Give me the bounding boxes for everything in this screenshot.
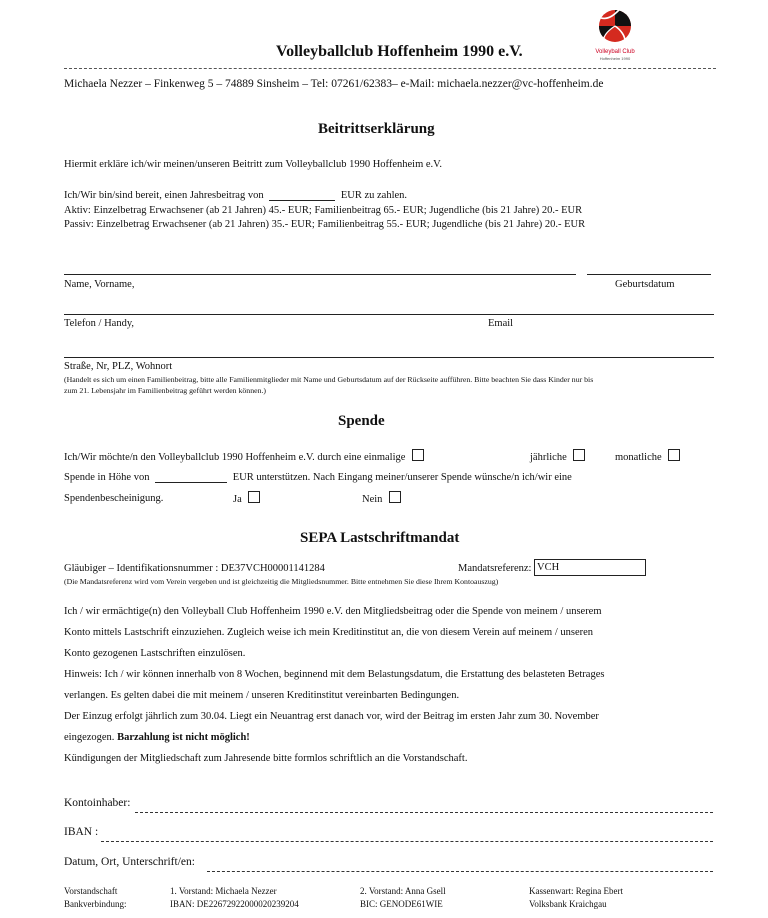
receipt-yes-label: Ja — [233, 494, 242, 505]
fee-suffix: EUR zu zahlen. — [340, 190, 408, 201]
creditor-id: Gläubiger – Identifikationsnummer : DE37VCH00001141284 — [64, 563, 325, 574]
monthly-option — [615, 449, 680, 463]
account-holder-field[interactable] — [135, 812, 713, 813]
receipt-no-option — [362, 491, 401, 505]
sepa-para-3: Konto gezogenen Lastschriften einzulösen. — [64, 648, 246, 659]
footer-c1b: Bankverbindung: — [64, 899, 127, 909]
fee-amount-field[interactable] — [269, 200, 335, 201]
receipt-yes-option — [233, 491, 260, 505]
address-field-line[interactable] — [64, 357, 714, 358]
form-title: Beitrittserklärung — [318, 121, 435, 137]
mandate-note: (Die Mandatsreferenz wird vom Verein vergeben und ist gleichzeitig die Mitgliedsnummer. Bitte entnehmen Sie diese Ihrem Kontoauszug) — [64, 577, 499, 586]
name-field-line[interactable] — [64, 274, 576, 275]
phone-label: Telefon / Handy, — [64, 318, 135, 329]
family-note-2: zum 21. Lebensjahr im Familienbeitrag geführt werden können.) — [64, 386, 267, 395]
fee-prefix: Ich/Wir bin/sind bereit, einen Jahresbeitrag von — [64, 190, 264, 201]
intro-text: Hiermit erkläre ich/wir meinen/unseren Beitritt zum Volleyballclub 1990 Hoffenheim e.V. — [64, 159, 443, 170]
yearly-label: jährliche — [530, 452, 567, 463]
receipt-no-checkbox[interactable] — [389, 491, 401, 503]
iban-label: IBAN : — [64, 826, 99, 838]
email-label: Email — [488, 318, 514, 329]
spende-amount-suffix: EUR unterstützen. Nach Eingang meiner/unserer Spende wünsche/n ich/wir eine — [232, 472, 572, 483]
spende-text-1: Ich/Wir möchte/n den Volleyballclub 1990 Hoffenheim e.V. durch eine einmalige — [64, 452, 406, 463]
sepa-para-6: Der Einzug erfolgt jährlich zum 30.04. Liegt ein Neuantrag erst danach vor, wird der Beitrag im ersten Jahr zum 30. November — [64, 711, 599, 722]
mandate-label: Mandatsreferenz: — [458, 563, 532, 574]
sepa-para-2: Konto mittels Lastschrift einzuziehen. Zugleich weise ich mein Kreditinstitut an, die von diesem Verein auf meinem / unseren — [64, 627, 594, 638]
yearly-checkbox[interactable] — [573, 449, 585, 461]
sepa-para-4: Hinweis: Ich / wir können innerhalb von 8 Wochen, beginnend mit dem Belastungsdatum, die Erstattung des belasteten Betrages — [64, 669, 605, 680]
phone-email-field-line[interactable] — [64, 314, 714, 315]
sepa-para-5: verlangen. Es gelten dabei die mit meinem / unseren Kreditinstitut vereinbarten Bedingungen. — [64, 690, 460, 701]
mandate-field[interactable]: VCH — [534, 559, 646, 576]
sepa-para-1: Ich / wir ermächtige(n) den Volleyball Club Hoffenheim 1990 e.V. den Mitgliedsbeitrag oder die Spende von meinem / unserem — [64, 606, 602, 617]
footer-c2a: 1. Vorstand: Michaela Nezzer — [170, 886, 277, 896]
no-cash-warning: Barzahlung ist nicht möglich! — [117, 732, 250, 743]
club-name: Volleyballclub Hoffenheim 1990 e.V. — [276, 43, 523, 60]
receipt-no-label: Nein — [362, 494, 383, 505]
spende-line-1 — [64, 449, 424, 463]
spende-amount-prefix: Spende in Höhe von — [64, 472, 150, 483]
address-label: Straße, Nr, PLZ, Wohnort — [64, 361, 173, 372]
birthdate-field-line[interactable] — [587, 274, 711, 275]
footer-c3a: 2. Vorstand: Anna Gsell — [360, 886, 446, 896]
monthly-label: monatliche — [615, 452, 662, 463]
header-rule — [64, 68, 716, 69]
fee-line — [64, 190, 407, 201]
fee-passiv: Passiv: Einzelbetrag Erwachsener (ab 21 Jahren) 35.- EUR; Familienbeitrag 55.- EUR; Jugendliche (bis 21 Jahre) 20.- EUR — [64, 219, 586, 230]
fee-aktiv: Aktiv: Einzelbetrag Erwachsener (ab 21 Jahren) 45.- EUR; Familienbeitrag 65.- EUR; Jugendliche (bis 21 Jahre) 20.- EUR — [64, 205, 583, 216]
name-label: Name, Vorname, — [64, 279, 135, 290]
account-holder-label: Kontoinhaber: — [64, 797, 131, 809]
spende-line-2 — [64, 472, 572, 483]
sepa-para-8: Kündigungen der Mitgliedschaft zum Jahresende bitte formlos schriftlich an die Vorstandschaft. — [64, 753, 468, 764]
footer-c2b: IBAN: DE22672922000020239204 — [170, 899, 299, 909]
contact-line: Michaela Nezzer – Finkenweg 5 – 74889 Sinsheim – Tel: 07261/62383– e-Mail: michaela.nezzer@vc-hoffenheim.de — [64, 78, 604, 90]
sepa-title: SEPA Lastschriftmandat — [300, 530, 460, 546]
volleyball-logo-icon — [597, 8, 633, 44]
birthdate-label: Geburtsdatum — [615, 279, 675, 290]
spende-amount-field[interactable] — [155, 482, 227, 483]
signature-label: Datum, Ort, Unterschrift/en: — [64, 856, 195, 868]
club-logo — [592, 8, 638, 61]
yearly-option — [530, 449, 585, 463]
receipt-yes-checkbox[interactable] — [248, 491, 260, 503]
monthly-checkbox[interactable] — [668, 449, 680, 461]
family-note: (Handelt es sich um einen Familienbeitrag, bitte alle Familienmitglieder mit Name und Geburtsdatum auf der Rückseite aufführen. Bitte beachten Sie dass Kinder nur bis — [64, 375, 594, 384]
spende-receipt-label: Spendenbescheinigung. — [64, 493, 164, 504]
one-time-checkbox[interactable] — [412, 449, 424, 461]
iban-field[interactable] — [101, 841, 713, 842]
sepa-para-7 — [64, 732, 250, 743]
footer-c1a: Vorstandschaft — [64, 886, 118, 896]
logo-text: Volleyball Club — [595, 49, 635, 55]
signature-field[interactable] — [207, 871, 713, 872]
footer-c3b: BIC: GENODE61WIE — [360, 899, 443, 909]
logo-subtext: Hoffenheim 1990 — [599, 56, 631, 61]
spende-title: Spende — [338, 413, 385, 429]
sepa-para-7a: eingezogen. — [64, 732, 115, 743]
footer-c4b: Volksbank Kraichgau — [529, 899, 607, 909]
footer-c4a: Kassenwart: Regina Ebert — [529, 886, 623, 896]
